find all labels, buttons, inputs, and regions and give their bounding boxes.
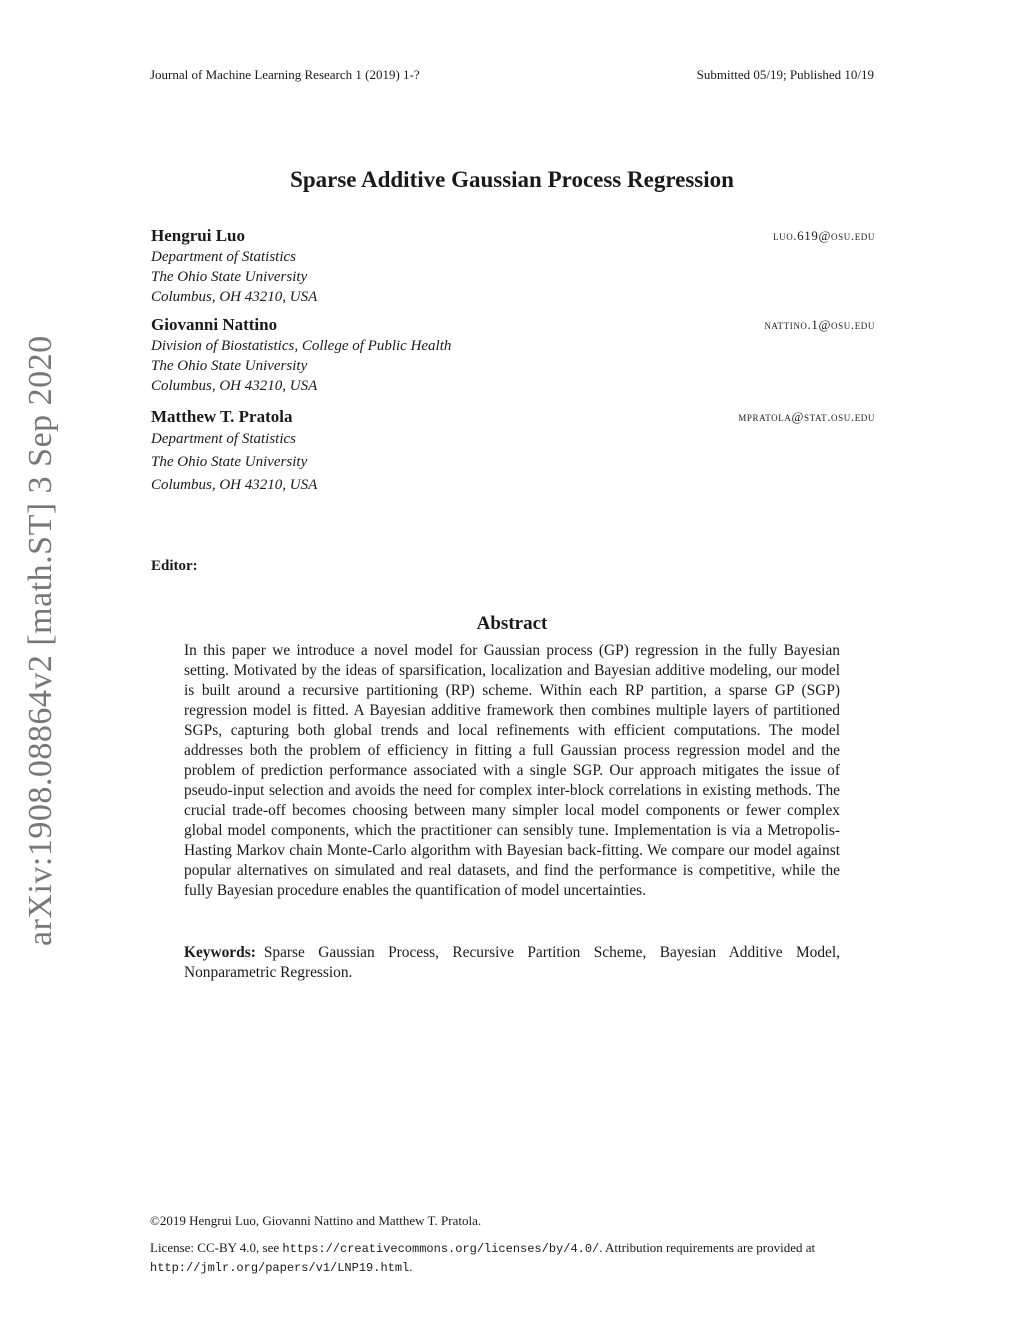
keywords-text: Sparse Gaussian Process, Recursive Partition Scheme, Bayesian Additive Model, Nonparametric Regression. xyxy=(184,944,840,981)
copyright-notice: ©2019 Hengrui Luo, Giovanni Nattino and Matthew T. Pratola. xyxy=(150,1213,482,1228)
editor-label: Editor: xyxy=(151,558,198,574)
keywords-label: Keywords: xyxy=(184,944,256,961)
author-name: Matthew T. Pratola xyxy=(151,407,293,426)
license-notice xyxy=(150,1239,870,1277)
attribution-link[interactable]: http://jmlr.org/papers/v1/LNP19.html xyxy=(150,1261,410,1275)
affiliation-line: Department of Statistics xyxy=(151,431,296,447)
affiliation-line: The Ohio State University xyxy=(151,454,308,470)
license-link[interactable]: https://creativecommons.org/licenses/by/4.0/ xyxy=(282,1242,600,1256)
submission-dates: Submitted 05/19; Published 10/19 xyxy=(696,67,874,82)
author-name: Giovanni Nattino xyxy=(151,315,278,334)
affiliation-line: Columbus, OH 43210, USA xyxy=(151,477,318,493)
author-block xyxy=(151,406,875,497)
affiliation-line: Columbus, OH 43210, USA xyxy=(151,378,318,394)
author-block xyxy=(151,314,875,396)
author-email: luo.619@osu.edu xyxy=(773,228,875,243)
keywords xyxy=(184,943,840,983)
author-email: nattino.1@osu.edu xyxy=(764,317,875,332)
license-prefix: License: CC-BY 4.0, see xyxy=(150,1240,280,1255)
affiliation-line: Department of Statistics xyxy=(151,249,296,265)
affiliation-line: Division of Biostatistics, College of Public Health xyxy=(151,338,452,354)
arxiv-identifier: arXiv:1908.08864v2 [math.ST] 3 Sep 2020 xyxy=(22,335,59,946)
license-end: . xyxy=(409,1259,413,1274)
affiliation-line: Columbus, OH 43210, USA xyxy=(151,289,318,305)
abstract-text: In this paper we introduce a novel model for Gaussian process (GP) regression in the fully Bayesian setting. Motivated by the ideas of sparsification, localization and Bayesian additive modeling, our model is built around a recursive partitioning (RP) scheme. Within each RP partition, a sparse GP (SGP) regression model is fitted. A Bayesian additive framework then combines multiple layers of partitioned SGPs, capturing both global trends and local refinements with efficient computations. The model addresses both the problem of efficiency in fitting a full Gaussian process regression model and the problem of prediction performance associated with a single SGP. Our approach mitigates the issue of pseudo-input selection and avoids the need for complex inter-block correlations in existing methods. The crucial trade-off becomes choosing between many simpler local model components or fewer complex global model components, which the practitioner can sensibly tune. Implementation is via a Metropolis-Hasting Markov chain Monte-Carlo algorithm with Bayesian back-fitting. We compare our model against popular alternatives on simulated and real datasets, and find the performance is competitive, while the fully Bayesian procedure enables the quantification of model uncertainties. xyxy=(184,642,840,899)
license-mid: . Attribution requirements are provided at xyxy=(599,1240,816,1255)
abstract-heading: Abstract xyxy=(476,613,548,634)
author-block xyxy=(151,225,875,307)
author-email: mpratola@stat.osu.edu xyxy=(738,409,875,424)
journal-header: Journal of Machine Learning Research 1 (2019) 1-? xyxy=(150,67,420,82)
author-name: Hengrui Luo xyxy=(151,226,245,245)
affiliation-line: The Ohio State University xyxy=(151,358,308,374)
paper-title: Sparse Additive Gaussian Process Regression xyxy=(290,167,734,192)
affiliation-line: The Ohio State University xyxy=(151,269,308,285)
